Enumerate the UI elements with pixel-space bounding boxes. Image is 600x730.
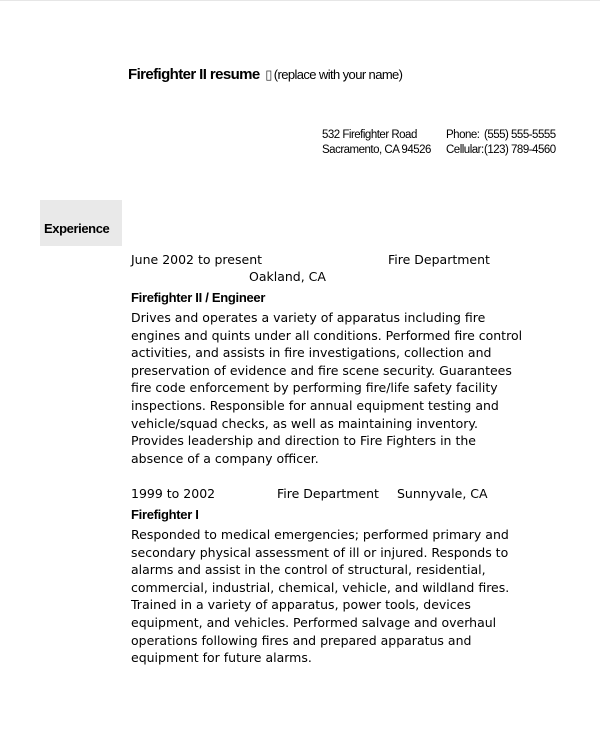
job-1-line: preservation of evidence and fire scene security. Guarantees bbox=[131, 362, 512, 378]
job-1-dates: June 2002 to present bbox=[131, 252, 263, 267]
job-1-employer: Fire Department bbox=[388, 252, 490, 267]
job-2-description bbox=[131, 526, 511, 667]
resume-title-note: (replace with your name) bbox=[273, 67, 403, 82]
section-heading-experience: Experience bbox=[44, 221, 110, 236]
job-1-description bbox=[131, 309, 523, 467]
job-1-line: Drives and operates a variety of apparatus including fire bbox=[131, 310, 486, 325]
cell-row bbox=[446, 143, 556, 158]
job-2-title: Firefighter I bbox=[131, 507, 199, 522]
job-1-line: engines and quints under all conditions. Performed fire control bbox=[131, 327, 523, 343]
contact-phones bbox=[446, 128, 556, 158]
resume-title bbox=[128, 66, 402, 83]
job-2-line: operations following fires and prepared apparatus and bbox=[131, 632, 472, 648]
phone-value: (555) 555-5555 bbox=[484, 129, 556, 141]
resume-title-text: Firefighter II resume bbox=[128, 66, 260, 83]
job-2-line: secondary physical assessment of ill or injured. Responds to bbox=[131, 544, 509, 560]
job-2-line: equipment, and vehicles. Performed salvage and overhaul bbox=[131, 614, 497, 630]
job-2-dates: 1999 to 2002 bbox=[131, 486, 216, 501]
job-2-line: Responded to medical emergencies; performed primary and bbox=[131, 527, 509, 542]
job-1-line: absence of a company officer. bbox=[131, 450, 319, 466]
job-1-line: Provides leadership and direction to Fire Fighters in the bbox=[131, 433, 476, 449]
job-2-location: Sunnyvale, CA bbox=[397, 486, 488, 501]
job-1-title: Firefighter II / Engineer bbox=[131, 290, 266, 305]
page-top-border bbox=[0, 0, 600, 1]
job-2-line: Trained in a variety of apparatus, power tools, devices bbox=[131, 597, 471, 613]
placeholder-box-icon: ▯ bbox=[265, 67, 272, 82]
job-1-line: activities, and assists in fire investigations, collection and bbox=[131, 345, 492, 361]
address-line-1: 532 Firefighter Road bbox=[322, 129, 417, 141]
job-2-line: equipment for future alarms. bbox=[131, 650, 312, 666]
job-2-line: alarms and assist in the control of structural, residential, bbox=[131, 562, 486, 578]
job-1-location: Oakland, CA bbox=[249, 269, 326, 284]
job-2-employer: Fire Department bbox=[277, 486, 379, 501]
job-2-line: commercial, industrial, chemical, vehicle, and wildland fires. bbox=[131, 579, 510, 595]
job-1-line: fire code enforcement by performing fire/life safety facility bbox=[131, 380, 498, 396]
contact-address bbox=[322, 128, 431, 158]
phone-label: Phone: bbox=[446, 129, 480, 141]
address-line-2: Sacramento, CA 94526 bbox=[322, 144, 431, 156]
phone-row bbox=[446, 128, 556, 143]
cell-label: Cellular: bbox=[446, 144, 484, 156]
job-1-line: inspections. Responsible for annual equipment testing and bbox=[131, 397, 499, 413]
job-1-line: vehicle/squad checks, as well as maintaining inventory. bbox=[131, 415, 479, 431]
cell-value: (123) 789-4560 bbox=[484, 144, 556, 156]
